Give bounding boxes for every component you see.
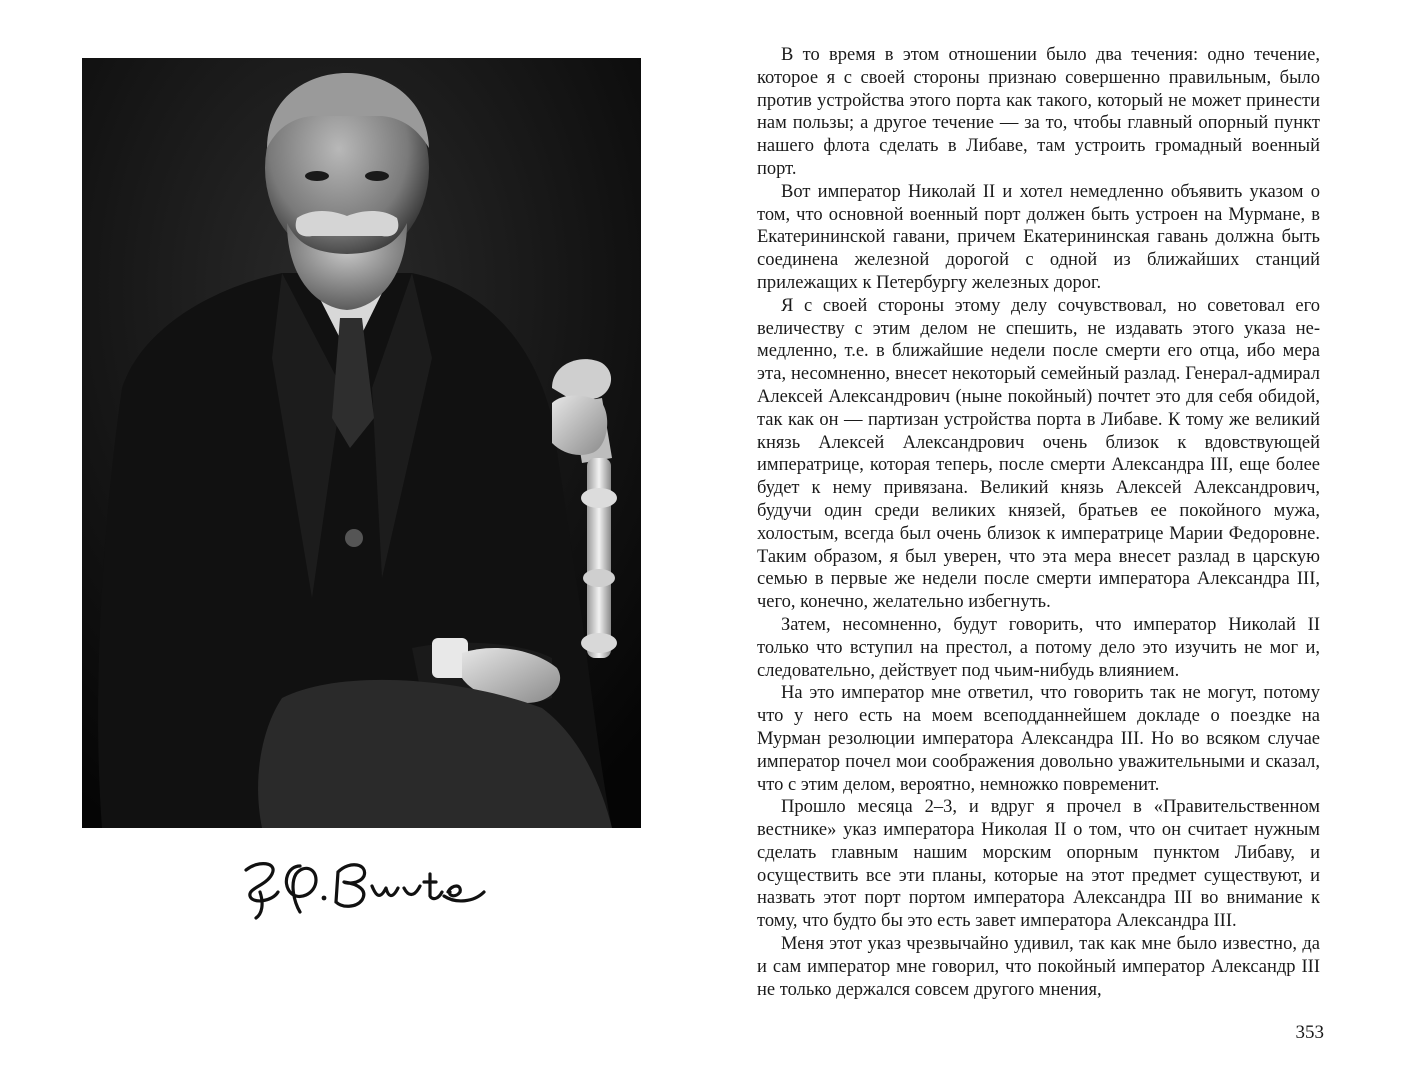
paragraph: Я с своей стороны этому делу сочувствовал, но советовал его величеству с этим делом не спешить, не издавать этого указа немедленно, т.е. в ближайшие недели после смерти его отца, ибо мера эта, несомненно, внесет некоторый семейный разлад. Генерал-адмирал Алексей Александрович (ныне покойный) почтет это для себя обидой, так как он — партизан устройства порта в Либаве. К тому же великий князь Алексей Александрович очень близок к вдовствующей императрице, которая теперь, после смерти Александра III, еще более будет к нему привязана. Великий князь Алексей Александрович, будучи один среди великих князей, братьев ее покойного мужа, холостым, всегда был очень близок к императрице Марии Федоровне. Таким образом, я был уверен, что эта мера внесет разлад в царскую семью в первые же недели после смерти императора Александра III, чего, конечно, желательно избегнуть. <box>757 295 1320 613</box>
paragraph: Затем, несомненно, будут говорить, что император Николай II только что вступил на престол, а потому дело это изучить не мог и, следовательно, действует под чьим-нибудь влиянием. <box>757 614 1320 681</box>
signature-illustration <box>238 852 488 922</box>
paragraph: Прошло месяца 2–3, и вдруг я прочел в «Правительственном вестнике» указ императора Николая II о том, что он считает нужным сделать главным нашим морским опорным пунктом Либаву, и осуществить все эти планы, которые на этот предмет существуют, и назвать этот порт портом императора Александра III во внимание к тому, что будто бы это есть завет императора Александра III. <box>757 797 1320 932</box>
signature <box>238 852 488 922</box>
text-column <box>757 44 1320 1001</box>
paragraph: На это император мне ответил, что говорить так не могут, потому что у него есть на моем всеподданнейшем докладе о поездке на Мурман резолюции императора Александра III. Но во всяком случае император почел мои соображения довольно уважительными и сказал, что с этим делом, вероятно, немножко повременит. <box>757 683 1320 795</box>
portrait-photo <box>82 58 641 828</box>
portrait-illustration <box>82 58 641 828</box>
page-number: 353 <box>1295 1022 1324 1043</box>
paragraph: Вот император Николай II и хотел немедленно объявить указом о том, что основной военный порт должен быть устроен на Мурмане, в Екатерининской гавани, причем Екатерининская гавань должна быть соединена железной дорогой с одной из ближайших станций прилежащих к Петербургу железных дорог. <box>757 181 1320 293</box>
paragraph: В то время в этом отношении было два течения: одно течение, которое я с своей стороны признаю совершенно правильным, было против устройства этого порта как такого, который не может принести нам пользы; а другое течение — за то, чтобы главный опорный пункт нашего флота сделать в Либаве, там устроить громадный военный порт. <box>757 45 1320 179</box>
paragraph: Меня этот указ чрезвычайно удивил, так как мне было известно, да и сам император мне говорил, что покойный император Александр III не только держался совсем другого мнения, <box>757 934 1320 1000</box>
